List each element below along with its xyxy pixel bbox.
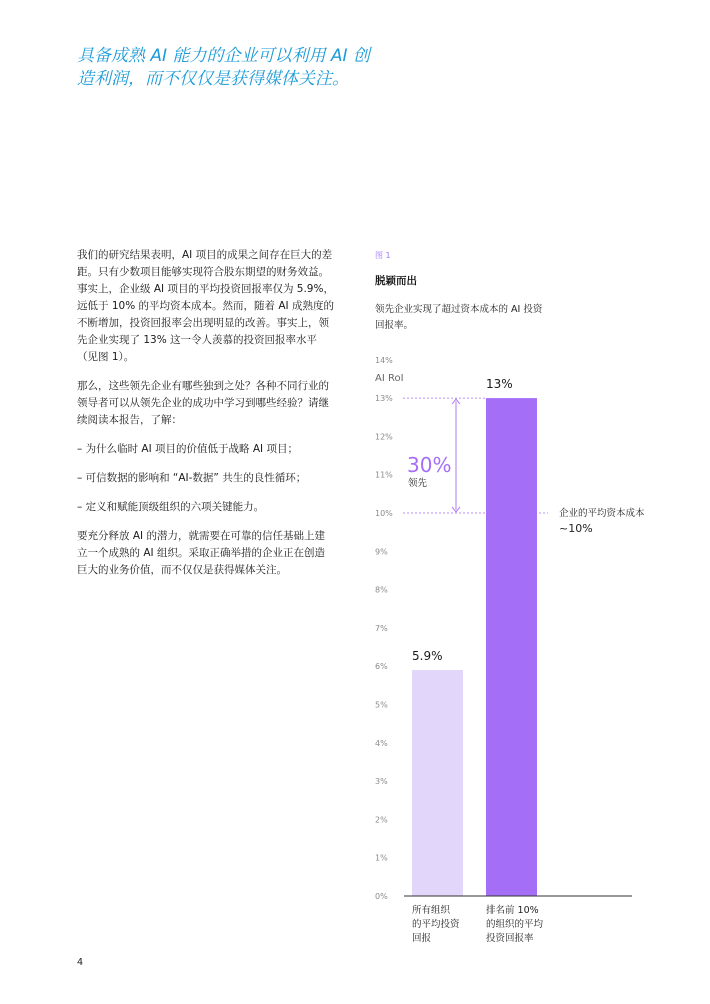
y-tick-label: 6% — [375, 662, 388, 672]
body-paragraph-1: 我们的研究结果表明，AI 项目的成果之间存在巨大的差距。只有少数项目能够实现符合股东期望的财务效益。事实上，企业级 AI 项目的平均投资回报率仅为 5.9%，远低于 10% 的平均资本成本。然而，随着 AI 成熟度的不断增加，投资回报率会出现明显的改善。事实上，领先企业实现了 13% 这一令人羡慕的投资回报率水平（见图 1）。 — [77, 249, 334, 363]
bullet-item: – 为什么临时 AI 项目的价值低于战略 AI 项目； — [77, 443, 298, 455]
y-tick-label: 13% — [375, 394, 393, 404]
y-tick-label: 1% — [375, 853, 388, 863]
y-tick-label: 7% — [375, 623, 388, 633]
body-paragraph-2: 那么，这些领先企业有哪些独到之处？各种不同行业的领导者可以从领先企业的成功中学习到哪些经验？请继续阅读本报告，了解： — [77, 380, 329, 426]
bullet-item: – 定义和赋能顶级组织的六项关键能力。 — [77, 501, 265, 513]
reference-line-label: 企业的平均资本成本 — [559, 508, 645, 519]
bullet-item: – 可信数据的影响和 “AI-数据” 共生的良性循环； — [77, 472, 307, 484]
y-tick-label: 12% — [375, 432, 393, 442]
bar-value-label: 5.9% — [412, 649, 443, 664]
figure-label: 图 1 — [375, 251, 391, 260]
y-tick-label: 0% — [375, 892, 388, 901]
gap-percent-label: 30% — [407, 453, 452, 477]
bar — [412, 670, 463, 896]
y-tick-label: 2% — [375, 815, 388, 825]
reference-line-value: ~10% — [559, 522, 593, 535]
gap-text-label: 领先 — [408, 478, 428, 489]
bar — [486, 398, 537, 896]
x-category-label: 的平均投资 — [412, 919, 460, 930]
x-category-label: 回报 — [412, 933, 432, 944]
bar-value-label: 13% — [486, 377, 513, 392]
x-category-label: 投资回报率 — [486, 933, 534, 944]
y-tick-label: 9% — [375, 547, 388, 557]
x-category-label: 的组织的平均 — [486, 919, 544, 930]
page-number: 4 — [77, 957, 84, 968]
body-paragraph-3: 要充分释放 AI 的潜力，就需要在可靠的信任基础上建立一个成熟的 AI 组织。采取正确举措的企业正在创造巨大的业务价值，而不仅仅是获得媒体关注。 — [77, 530, 325, 576]
headline: 具备成熟 AI 能力的企业可以利用 AI 创造利润，而不仅仅是获得媒体关注。 — [77, 46, 370, 89]
y-tick-label: 14% — [375, 355, 393, 365]
y-tick-label: 5% — [375, 700, 388, 710]
chart-title: AI RoI — [375, 373, 404, 384]
y-tick-label: 8% — [375, 585, 388, 595]
y-tick-label: 11% — [375, 470, 393, 480]
y-tick-label: 10% — [375, 509, 393, 518]
figure-description: 领先企业实现了超过资本成本的 AI 投资回报率。 — [375, 304, 543, 331]
x-category-label: 所有组织 — [412, 905, 451, 916]
figure-title: 脱颖而出 — [375, 275, 417, 287]
y-tick-label: 4% — [375, 738, 388, 748]
x-category-label: 排名前 10% — [486, 905, 539, 916]
y-tick-label: 3% — [375, 777, 388, 787]
